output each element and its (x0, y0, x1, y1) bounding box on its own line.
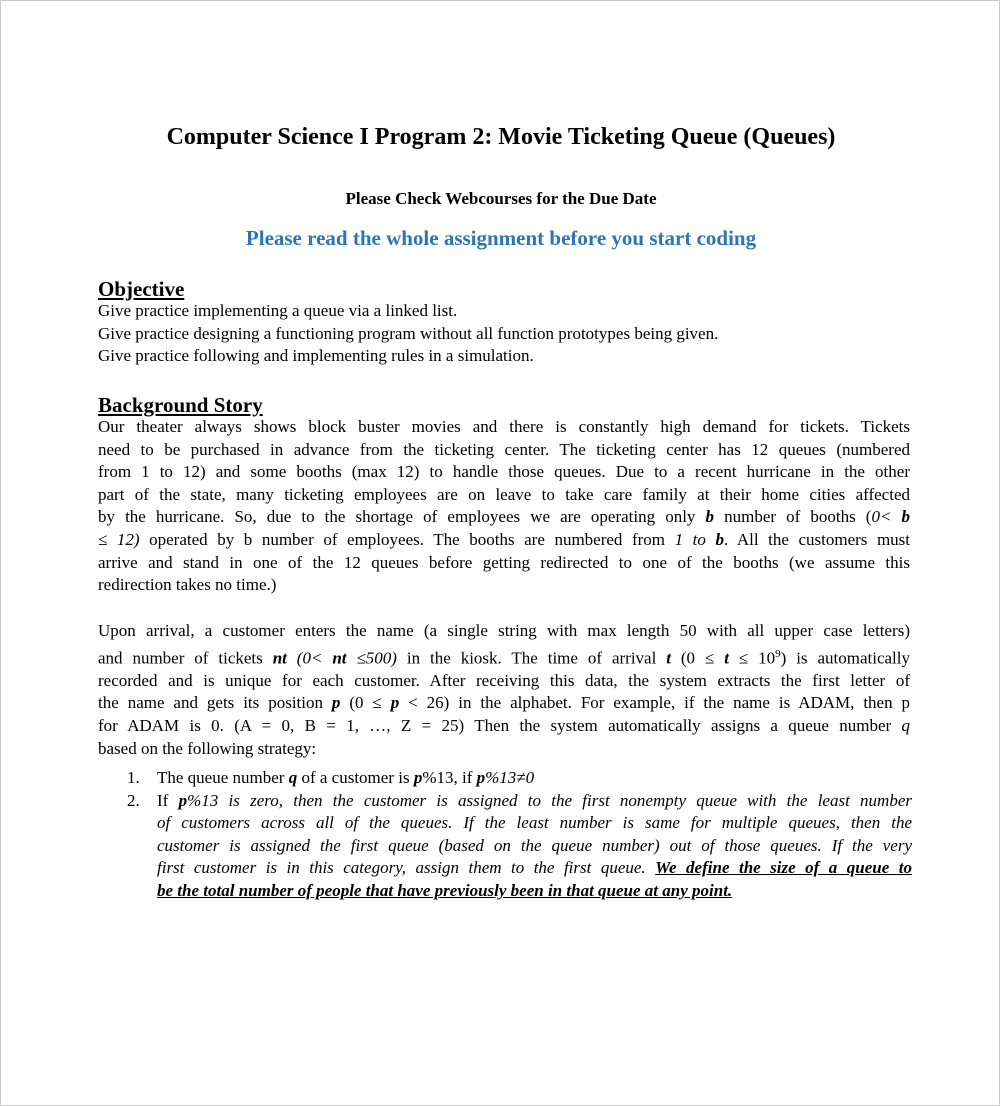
objective-line: Give practice designing a functioning program without all function prototypes being given. (98, 323, 719, 343)
list-number: 2. (127, 790, 140, 810)
position-var: p (390, 693, 400, 713)
time-var: t (724, 648, 729, 668)
exponent: 9 (775, 647, 781, 660)
text-run: ≤ 10 (728, 648, 776, 668)
paragraph-line: based on the following strategy: (98, 738, 317, 758)
list-item (127, 790, 912, 903)
text-run: customer is assigned the first queue (based on the queue number) out of those queues. If the very (157, 835, 912, 855)
booth-count-var: b (705, 507, 715, 527)
text-run: %13≠0 (485, 768, 535, 787)
paragraph-line (98, 643, 910, 670)
list-number: 1. (127, 768, 140, 787)
paragraph-line: redirection takes no time.) (98, 575, 277, 595)
text-run: first customer is in this category, assign them to the first queue. (157, 858, 656, 878)
paragraph-line (98, 506, 910, 529)
list-item (127, 767, 912, 790)
background-paragraph-2 (98, 620, 910, 760)
text-run: If (157, 790, 179, 810)
text-run: (0< (286, 648, 333, 668)
time-var: t (666, 648, 671, 668)
paragraph-line: need to be purchased in advance from the ticketing center. The ticketing center has 12 queues (numbered (98, 439, 910, 459)
paragraph-line (98, 529, 910, 552)
text-run: the name and gets its position (98, 693, 332, 713)
text-run: %13, if (422, 768, 477, 787)
paragraph-line: arrive and stand in one of the 12 queues before getting redirected to one of the booths (we assume this (98, 552, 910, 572)
background-heading: Background Story (98, 393, 263, 417)
text-run: (0 ≤ (340, 693, 391, 713)
tickets-var: nt (332, 648, 347, 668)
queue-size-definition: We define the size of a queue to (655, 858, 912, 878)
paragraph-line (98, 715, 910, 738)
list-line (157, 857, 912, 880)
text-run: %13 is zero, then the customer is assigned to the first nonempty queue with the least number (187, 790, 912, 810)
queue-var: q (288, 768, 298, 787)
booth-count-var: b (715, 529, 724, 549)
text-run: < 26) in the alphabet. For example, if the name is ADAM, then p (399, 693, 911, 713)
text-run: by the hurricane. So, due to the shortage of employees we are operating only (98, 507, 706, 527)
document-title: Computer Science I Program 2: Movie Ticketing Queue (Queues) (166, 124, 836, 150)
read-assignment-note: Please read the whole assignment before you start coding (245, 226, 757, 250)
paragraph-line: Our theater always shows block buster movies and there is constantly high demand for tickets. Tickets (98, 417, 910, 436)
paragraph-line: from 1 to 12) and some booths (max 12) to handle those queues. Due to a recent hurricane in the other (98, 462, 910, 482)
position-var: p (476, 768, 486, 787)
queue-var: q (901, 716, 911, 736)
paragraph-line: Upon arrival, a customer enters the name (a single string with max length 50 with all upper case letters) (98, 621, 910, 640)
position-var: p (178, 790, 188, 810)
objective-line: Give practice implementing a queue via a linked list. (98, 301, 458, 320)
text-run: of a customer is (297, 768, 414, 787)
objective-line: Give practice following and implementing rules in a simulation. (98, 346, 534, 366)
text-run: ≤ 12) (98, 529, 140, 549)
queue-assignment-rules (127, 767, 912, 903)
text-run: of customers across all of the queues. If the least number is same for multiple queues, then the (157, 813, 912, 833)
list-line (157, 880, 912, 903)
text-run: ≤500) (346, 648, 397, 668)
text-run: The queue number (157, 768, 289, 787)
queue-size-definition: be the total number of people that have previously been in that queue at any point. (157, 880, 733, 900)
objective-heading: Objective (98, 277, 185, 301)
paragraph-line (98, 692, 910, 715)
text-run: ) is automatically (780, 648, 910, 668)
list-line (157, 812, 912, 835)
due-date-note: Please Check Webcourses for the Due Date (345, 189, 657, 208)
text-run: number of booths ( (714, 507, 872, 527)
text-run: for ADAM is 0. (A = 0, B = 1, …, Z = 25) Then the system automatically assigns a queue number (98, 716, 892, 736)
position-var: p (413, 768, 423, 787)
text-run: (0 ≤ (670, 648, 725, 668)
tickets-var: nt (272, 648, 287, 668)
paragraph-line: part of the state, many ticketing employees are on leave to take care family at their home cities affected (98, 484, 910, 504)
objective-list (98, 300, 910, 368)
text-run: operated by b number of employees. The booths are numbered from (139, 529, 675, 549)
list-line (157, 790, 912, 813)
text-run: 0< (871, 507, 902, 527)
text-run: in the kiosk. The time of arrival (396, 648, 667, 668)
list-line (157, 835, 912, 858)
text-run: and number of tickets (98, 648, 273, 668)
paragraph-line: recorded and is unique for each customer. After receiving this data, the system extracts the first letter of (98, 670, 910, 690)
booth-count-var: b (901, 507, 911, 527)
background-paragraph-1 (98, 416, 910, 597)
text-run: 1 to (674, 529, 716, 549)
text-run: . All the customers must (723, 529, 911, 549)
position-var: p (331, 693, 341, 713)
